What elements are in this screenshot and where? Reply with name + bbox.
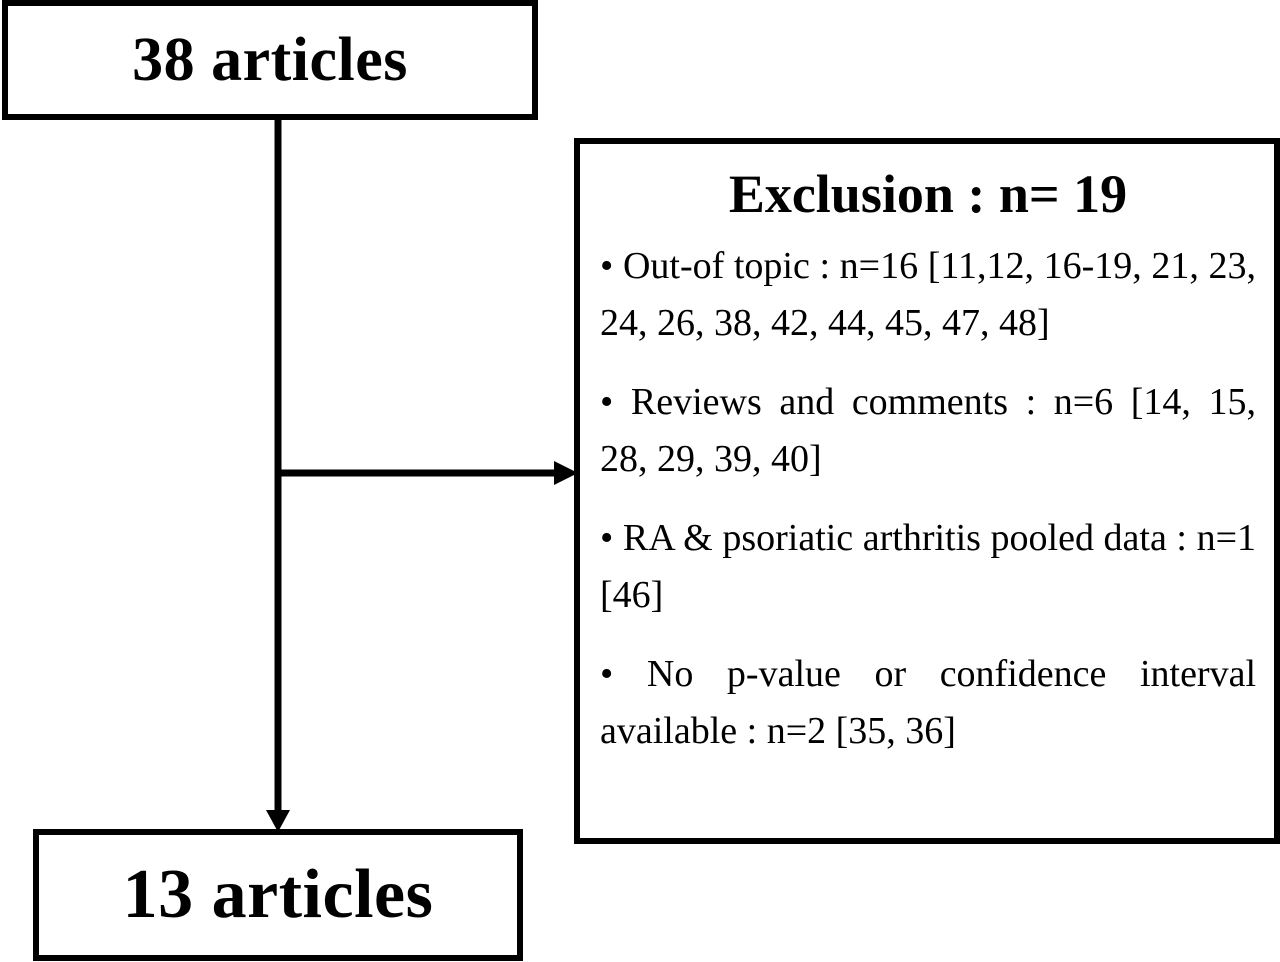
exclusion-reason-out-of-topic [600, 238, 1256, 352]
articles-included-label: 13 articles [122, 856, 434, 933]
exclusion-reason-no-p-value [600, 646, 1256, 760]
bullet: • [600, 517, 614, 559]
articles-identified-box [2, 0, 538, 120]
exclusion-reason-text: Reviews and comments : n=6 [14, 15, 28, 29, 39, 40] [600, 381, 1256, 480]
exclusion-reason-reviews [600, 374, 1256, 488]
bullet: • [600, 245, 614, 287]
exclusion-reason-pooled-data [600, 510, 1256, 624]
bullet: • [600, 653, 614, 695]
bullet: • [600, 381, 614, 423]
exclusion-box [574, 138, 1280, 844]
exclusion-reason-text: No p-value or confidence interval available : n=2 [35, 36] [600, 653, 1257, 752]
exclusion-reason-text: Out-of topic : n=16 [11,12, 16-19, 21, 23, 24, 26, 38, 42, 44, 45, 47, 48] [600, 245, 1256, 344]
articles-included-box [33, 829, 523, 961]
exclusion-title: Exclusion : n= 19 [728, 164, 1128, 224]
exclusion-reason-text: RA & psoriatic arthritis pooled data : n=1 [46] [600, 517, 1256, 616]
articles-identified-label: 38 articles [132, 25, 408, 94]
